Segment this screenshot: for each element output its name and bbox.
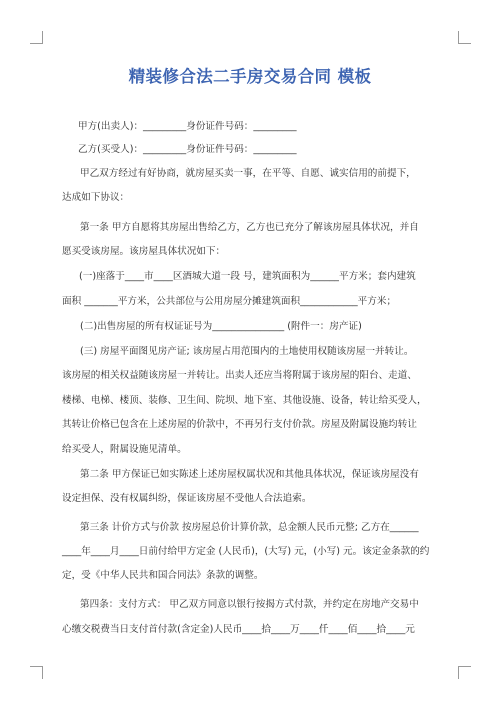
clause-1-item-1-line: (一)座落于____市____区酒城大道一段 号，建筑面积为______平方米；套内建筑 <box>79 271 416 282</box>
crop-mark-top-right <box>458 31 471 44</box>
clause-3-line: 第三条 计价方式与价款 按房屋总价计算价款，总金额人民币元整; 乙方在______ <box>80 522 419 533</box>
clause-4-line: 第四条：支付方式： 甲乙双方同意以银行按揭方式付款，并约定在房地产交易中 <box>80 599 419 610</box>
clause-1-item-3-line: 其转让价格已包含在上述房屋的价款中，不再另行支付价款。房屋及附属设施均转让 <box>62 419 417 430</box>
paragraph-line: 甲乙双方经过有好协商，就房屋买卖一事，在平等、自愿、诚实信用的前提下， <box>80 168 416 179</box>
crop-mark-bottom-right <box>458 666 471 679</box>
clause-1-item-1-line: 面积 _______平方米，公共部位与公用房屋分摊建筑面积____________平方米； <box>62 296 397 307</box>
clause-1-item-2-line: (二)出售房屋的所有权证证号为_______________ (附件一：房产证) <box>80 321 362 332</box>
clause-2-line: 第二条 甲方保证已如实陈述上述房屋权属状况和其他具体状况，保证该房屋没有 <box>80 469 419 480</box>
paragraph-line: 达成如下协议： <box>62 192 130 203</box>
clause-1-item-3-line: 该房屋的相关权益随该房屋一并转让。出卖人还应当将附属于该房屋的阳台、走道、 <box>62 370 417 381</box>
clause-2-line: 设定担保、没有权属纠纷，保证该房屋不受他人合法追索。 <box>62 493 312 504</box>
document-title: 精装修合法二手房交易合同 模板 <box>128 67 372 86</box>
clause-1-item-3-line: 给买受人，附属设施见清单。 <box>62 444 187 455</box>
clause-3-line: 定，受《中华人民共和国合同法》条款的调整。 <box>62 570 264 581</box>
clause-1-item-3-line: 楼梯、电梯、楼顶、装修、卫生间、院坝、地下室、其他设施、设备，转让给买受人， <box>62 395 427 406</box>
crop-mark-bottom-left <box>30 666 43 679</box>
clause-3-line: ____年____月____日前付给甲方定金 (人民币)，(大写) 元，(小写) 元。该定金条款的约 <box>62 546 430 557</box>
clause-1-line: 第一条 甲方自愿将其房屋出售给乙方，乙方也已充分了解该房屋具体状况，并自 <box>80 222 419 233</box>
party-a-line: 甲方(出卖人)：_________身份证件号码：_________ <box>78 121 297 132</box>
party-b-line: 乙方(买受人)：_________身份证件号码：_________ <box>78 144 297 155</box>
clause-4-line: 心缴交税费当日支付首付款(含定金)人民币____拾____万____仟____佰____拾____元 <box>62 624 415 635</box>
clause-1-item-3-line: (三) 房屋平面图见房产证; 该房屋占用范围内的土地使用权随该房屋一并转让。 <box>80 346 414 357</box>
clause-1-line: 愿买受该房屋。该房屋具体状况如下： <box>62 246 226 257</box>
crop-mark-top-left <box>30 31 43 44</box>
